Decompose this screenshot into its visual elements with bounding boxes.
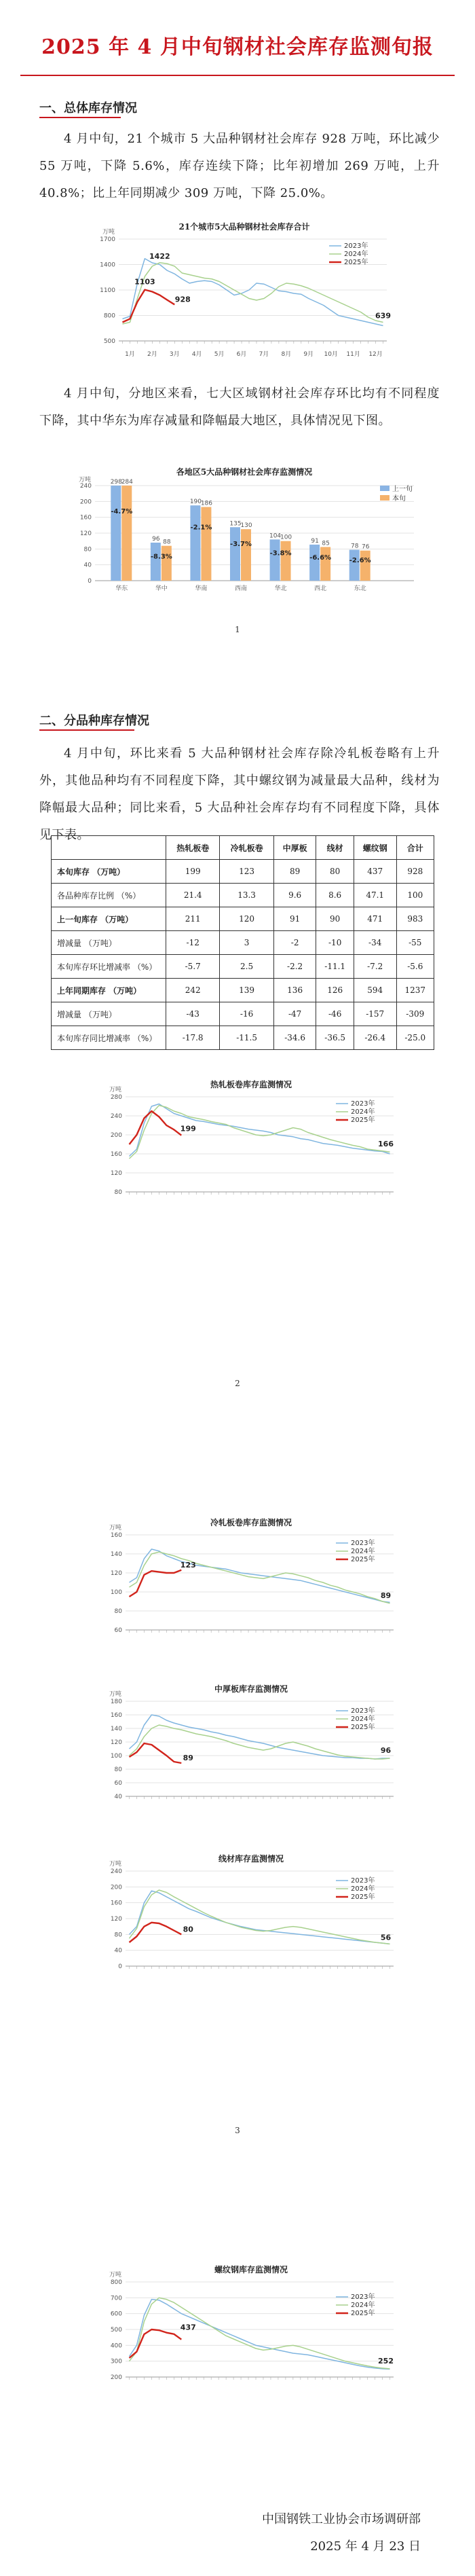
y-tick-label: 280 (110, 1094, 122, 1101)
y-tick-label: 0 (88, 578, 92, 585)
series-line-2025年 (129, 1570, 181, 1597)
legend-label: 2025年 (351, 2310, 375, 2317)
y-axis-unit: 万吨 (109, 1525, 121, 1531)
y-tick-label: 80 (114, 1608, 122, 1615)
x-tick-label: 1月 (125, 351, 135, 358)
table-cell: 21.4 (166, 884, 220, 907)
change-label: -2.1% (190, 524, 212, 532)
table-row-label: 上一旬库存 （万吨） (52, 907, 166, 931)
table-cell: -34.6 (273, 1026, 316, 1050)
y-tick-label: 200 (110, 2374, 122, 2381)
change-label: -3.7% (230, 541, 252, 549)
section2-para1: 4 月中旬，环比来看 5 大品种钢材社会库存除冷轧板卷略有上升外，其他品种均有不同程度下降，其中螺纹钢为减量最大品种，线材为降幅最大品种；同比来看，5 大品种社会库存均有不同程度下降，具体见下表。 (39, 746, 440, 842)
x-tick-label: 华中 (155, 585, 168, 592)
y-tick-label: 120 (110, 1570, 122, 1577)
page-number-2: 2 (235, 1379, 240, 1388)
table-cell: 2.5 (220, 955, 273, 979)
section1-para1: 4 月中旬，21 个城市 5 大品种钢材社会库存 928 万吨，环比减少 55 万吨，下降 5.6%，库存连续下降；比年初增加 269 万吨，上升 40.8%；比上年同期减少 309 万吨，下降 25.0%。 (39, 132, 440, 200)
y-tick-label: 600 (110, 2310, 122, 2318)
table-cell: 120 (220, 907, 273, 931)
legend-label: 2023年 (351, 1877, 375, 1885)
table-cell: -55 (396, 931, 434, 955)
y-tick-label: 80 (114, 1766, 122, 1773)
series-line-2024年 (122, 263, 383, 324)
x-tick-label: 12月 (368, 351, 383, 358)
bar-本旬 (360, 551, 370, 581)
y-tick-label: 400 (110, 2342, 122, 2350)
table-cell: 1237 (396, 979, 434, 1002)
table-cell: 89 (273, 860, 316, 884)
table-cell: -5.6 (396, 955, 434, 979)
inventory-by-product-table (51, 835, 434, 1050)
legend-label: 2025年 (351, 1724, 375, 1731)
x-tick-label: 11月 (346, 351, 360, 358)
total-inventory-chart-svg (88, 219, 400, 361)
y-tick-label: 160 (110, 1900, 122, 1907)
x-tick-label: 9月 (303, 351, 314, 358)
bar-value-label: 284 (121, 479, 133, 486)
y-tick-label: 160 (110, 1712, 122, 1719)
bar-value-label: 88 (163, 539, 171, 546)
bar-value-label: 76 (361, 543, 370, 551)
section1-heading: 一、总体库存情况 (39, 101, 137, 115)
x-tick-label: 西南 (234, 585, 248, 592)
table-row (52, 860, 434, 884)
legend-label: 2024年 (351, 1108, 375, 1116)
y-tick-label: 180 (110, 1699, 122, 1705)
footer-org: 中国钢铁工业协会市场调研部 (262, 2512, 421, 2526)
medium-plate-chart (95, 1681, 407, 1817)
table-cell: -2.2 (273, 955, 316, 979)
y-tick-label: 1400 (100, 261, 115, 269)
table-cell: 8.6 (316, 884, 354, 907)
bar-value-label: 100 (280, 534, 292, 541)
bar-value-label: 130 (240, 522, 252, 530)
y-tick-label: 800 (110, 2279, 122, 2286)
rebar-chart (95, 2262, 407, 2397)
table-row (52, 955, 434, 979)
regional-bar-chart-svg (61, 465, 428, 608)
legend-label: 2025年 (351, 1893, 375, 1901)
y-tick-label: 240 (79, 483, 92, 490)
data-label: 1103 (134, 277, 155, 287)
bar-上一旬 (230, 527, 240, 581)
y-tick-label: 140 (110, 1551, 122, 1558)
y-axis-unit: 万吨 (109, 2272, 121, 2279)
y-axis-unit: 万吨 (109, 1087, 121, 1093)
chart-title: 中厚板库存监测情况 (214, 1684, 288, 1694)
change-label: -2.6% (349, 556, 371, 564)
table-header-cell: 冷轧板卷 (220, 836, 273, 860)
bar-上一旬 (270, 539, 280, 581)
data-label: 437 (180, 2323, 196, 2332)
table-cell: -34 (354, 931, 396, 955)
table-header-cell: 螺纹钢 (354, 836, 396, 860)
page-number-3: 3 (235, 2126, 240, 2135)
page-number-1: 1 (235, 625, 240, 634)
table-header-cell: 中厚板 (273, 836, 316, 860)
y-axis-unit: 万吨 (109, 1691, 121, 1698)
table-row (52, 1026, 434, 1050)
title-divider (20, 75, 455, 76)
bar-value-label: 96 (152, 536, 160, 543)
series-line-2025年 (122, 290, 174, 323)
table-cell: 242 (166, 979, 220, 1002)
legend-label: 2025年 (351, 1117, 375, 1124)
y-tick-label: 200 (79, 498, 92, 506)
table-header-cell: 合计 (396, 836, 434, 860)
table-cell: 594 (354, 979, 396, 1002)
data-label: 928 (174, 295, 191, 304)
legend-label: 2024年 (351, 1548, 375, 1555)
y-tick-label: 80 (114, 1931, 122, 1939)
data-label: 96 (380, 1746, 392, 1755)
legend-label: 2024年 (351, 2302, 375, 2309)
y-tick-label: 160 (79, 514, 92, 522)
section2-underline (39, 729, 134, 731)
y-tick-label: 60 (114, 1627, 122, 1634)
table-cell: 471 (354, 907, 396, 931)
table-cell: 928 (396, 860, 434, 884)
y-tick-label: 700 (110, 2295, 122, 2302)
hot-rolled-chart-svg (95, 1076, 407, 1212)
data-label: 199 (180, 1124, 196, 1133)
table-cell: 199 (166, 860, 220, 884)
table-row-label: 本旬库存同比增减率 （%） (52, 1026, 166, 1050)
wire-rod-chart-svg (95, 1851, 407, 1987)
table-cell: 126 (316, 979, 354, 1002)
chart-title: 21个城市5大品种钢材社会库存合计 (178, 222, 310, 232)
y-tick-label: 40 (114, 1947, 122, 1955)
data-label: 166 (378, 1140, 394, 1149)
regional-bar-chart (61, 465, 428, 608)
table-cell: -16 (220, 1002, 273, 1026)
y-axis-unit: 万吨 (102, 229, 115, 236)
y-tick-label: 300 (110, 2358, 122, 2365)
legend-swatch (380, 486, 390, 491)
table-row-label: 上年同期库存 （万吨） (52, 979, 166, 1002)
x-tick-label: 3月 (169, 351, 180, 358)
table-cell: -5.7 (166, 955, 220, 979)
x-tick-label: 华东 (115, 585, 128, 592)
legend-label: 2023年 (351, 1540, 375, 1547)
rebar-chart-svg (95, 2262, 407, 2397)
table-cell: 136 (273, 979, 316, 1002)
bar-本旬 (162, 546, 172, 581)
data-label: 80 (183, 1925, 193, 1934)
table-cell: 47.1 (354, 884, 396, 907)
table-cell: -36.5 (316, 1026, 354, 1050)
report-title: 2025 年 4 月中旬钢材社会库存监测旬报 (41, 35, 434, 59)
y-tick-label: 240 (110, 1113, 122, 1120)
x-tick-label: 8月 (281, 351, 292, 358)
change-label: -6.6% (309, 554, 332, 562)
table-cell: 123 (220, 860, 273, 884)
legend-label: 2025年 (344, 259, 368, 266)
bar-value-label: 85 (322, 540, 330, 547)
table-row (52, 979, 434, 1002)
bar-本旬 (241, 529, 251, 581)
chart-title: 热轧板卷库存监测情况 (210, 1080, 292, 1089)
table-header-row (52, 836, 434, 860)
data-label: 1422 (149, 251, 170, 261)
y-tick-label: 500 (103, 338, 115, 345)
x-tick-label: 华北 (274, 585, 287, 592)
chart-title: 冷轧板卷库存监测情况 (210, 1518, 292, 1527)
change-label: -3.8% (269, 549, 292, 558)
table-cell: 13.3 (220, 884, 273, 907)
table-row-label: 各品种库存比例 （%） (52, 884, 166, 907)
total-inventory-chart (88, 219, 400, 361)
section2-heading: 二、分品种库存情况 (39, 714, 149, 728)
cold-rolled-chart-svg (95, 1514, 407, 1650)
table-cell: 100 (396, 884, 434, 907)
table-row-label: 本旬库存环比增减率 （%） (52, 955, 166, 979)
y-tick-label: 160 (110, 1151, 122, 1158)
cold-rolled-chart (95, 1514, 407, 1650)
table-row (52, 907, 434, 931)
table-cell: 9.6 (273, 884, 316, 907)
y-tick-label: 120 (110, 1916, 122, 1923)
bar-本旬 (121, 486, 132, 581)
wire-rod-chart (95, 1851, 407, 1987)
bar-上一旬 (309, 545, 320, 581)
y-tick-label: 500 (110, 2327, 122, 2334)
footer-date: 2025 年 4 月 23 日 (310, 2539, 421, 2554)
data-label: 639 (375, 311, 391, 321)
x-tick-label: 4月 (191, 351, 202, 358)
x-tick-label: 西北 (314, 585, 327, 592)
y-tick-label: 200 (110, 1884, 122, 1891)
y-tick-label: 1700 (100, 236, 115, 243)
table-header-cell (52, 836, 166, 860)
x-tick-label: 6月 (236, 351, 247, 358)
legend-label: 2024年 (351, 1885, 375, 1893)
table-cell: -26.4 (354, 1026, 396, 1050)
table-cell: -12 (166, 931, 220, 955)
section1-underline (39, 117, 121, 118)
hot-rolled-chart (95, 1076, 407, 1212)
medium-plate-chart-svg (95, 1681, 407, 1817)
table-header-cell: 热轧板卷 (166, 836, 220, 860)
table-cell: -25.0 (396, 1026, 434, 1050)
table-cell: -17.8 (166, 1026, 220, 1050)
y-tick-label: 40 (114, 1794, 122, 1800)
bar-上一旬 (151, 543, 161, 581)
bar-上一旬 (349, 550, 360, 581)
y-tick-label: 120 (110, 1739, 122, 1746)
legend-label: 2023年 (351, 2293, 375, 2301)
legend-label: 上一旬 (392, 486, 413, 493)
table-row-label: 本旬库存 （万吨） (52, 860, 166, 884)
series-line-2025年 (129, 1743, 181, 1763)
chart-title: 线材库存监测情况 (218, 1854, 284, 1864)
y-tick-label: 80 (114, 1189, 122, 1196)
bar-上一旬 (190, 505, 200, 581)
bar-value-label: 186 (200, 500, 213, 507)
table-cell: 91 (273, 907, 316, 931)
table-row-label: 增减量 （万吨） (52, 1002, 166, 1026)
x-tick-label: 东北 (354, 585, 366, 592)
y-tick-label: 1100 (100, 287, 115, 294)
data-label: 252 (378, 2356, 394, 2365)
table-cell: -2 (273, 931, 316, 955)
y-tick-label: 100 (110, 1589, 122, 1596)
section1-para2: 4 月中旬，分地区来看，七大区域钢材社会库存环比均有不同程度下降，其中华东为库存减量和降幅最大地区，具体情况见下图。 (39, 386, 440, 428)
table-cell: 3 (220, 931, 273, 955)
data-label: 123 (180, 1560, 196, 1570)
y-tick-label: 80 (83, 546, 92, 554)
legend-label: 2023年 (344, 242, 368, 250)
y-tick-label: 200 (110, 1132, 122, 1139)
bar-value-label: 78 (350, 543, 359, 550)
legend-label: 2024年 (344, 251, 368, 258)
legend-label: 本旬 (392, 495, 406, 503)
table-cell: 437 (354, 860, 396, 884)
bar-本旬 (320, 547, 330, 581)
table-cell: -11.5 (220, 1026, 273, 1050)
table-cell: -7.2 (354, 955, 396, 979)
bar-本旬 (201, 507, 211, 581)
y-axis-unit: 万吨 (78, 477, 91, 484)
y-tick-label: 0 (118, 1963, 122, 1970)
y-tick-label: 40 (83, 562, 92, 569)
change-label: -8.3% (150, 553, 172, 561)
change-label: -4.7% (111, 508, 133, 515)
table-row (52, 1002, 434, 1026)
legend-label: 2025年 (351, 1556, 375, 1563)
y-tick-label: 120 (79, 530, 92, 537)
x-tick-label: 10月 (324, 351, 338, 358)
bar-上一旬 (111, 486, 121, 581)
chart-title: 螺纹钢库存监测情况 (214, 2265, 288, 2274)
table-cell: 80 (316, 860, 354, 884)
data-label: 89 (183, 1754, 193, 1762)
bar-value-label: 190 (189, 498, 202, 506)
x-tick-label: 5月 (214, 351, 225, 358)
table-cell: 139 (220, 979, 273, 1002)
table-header-cell: 线材 (316, 836, 354, 860)
x-tick-label: 2月 (147, 351, 157, 358)
x-tick-label: 7月 (259, 351, 269, 358)
bar-本旬 (281, 541, 291, 581)
table-cell: -157 (354, 1002, 396, 1026)
table-row-label: 增减量 （万吨） (52, 931, 166, 955)
table-row (52, 884, 434, 907)
legend-swatch (380, 495, 390, 501)
legend-label: 2024年 (351, 1716, 375, 1723)
bar-value-label: 91 (311, 537, 319, 545)
chart-title: 各地区5大品种钢材社会库存监测情况 (176, 467, 313, 477)
data-label: 89 (380, 1591, 392, 1600)
table-cell: 983 (396, 907, 434, 931)
x-tick-label: 华南 (195, 585, 208, 592)
table-cell: -10 (316, 931, 354, 955)
y-tick-label: 240 (110, 1868, 122, 1875)
y-axis-unit: 万吨 (109, 1861, 121, 1868)
y-tick-label: 800 (103, 312, 115, 320)
table-cell: -309 (396, 1002, 434, 1026)
bar-value-label: 298 (110, 479, 122, 486)
table-cell: -46 (316, 1002, 354, 1026)
bar-value-label: 135 (229, 520, 242, 528)
table-cell: -43 (166, 1002, 220, 1026)
y-tick-label: 100 (110, 1753, 122, 1760)
y-tick-label: 60 (114, 1780, 122, 1787)
table-cell: -11.1 (316, 955, 354, 979)
y-tick-label: 140 (110, 1726, 122, 1733)
table-cell: 211 (166, 907, 220, 931)
table-cell: 90 (316, 907, 354, 931)
data-label: 56 (380, 1933, 392, 1942)
bar-value-label: 104 (269, 532, 282, 540)
table-cell: -47 (273, 1002, 316, 1026)
legend-label: 2023年 (351, 1707, 375, 1715)
table-row (52, 931, 434, 955)
y-tick-label: 160 (110, 1532, 122, 1539)
legend-label: 2023年 (351, 1100, 375, 1108)
y-tick-label: 120 (110, 1170, 122, 1177)
